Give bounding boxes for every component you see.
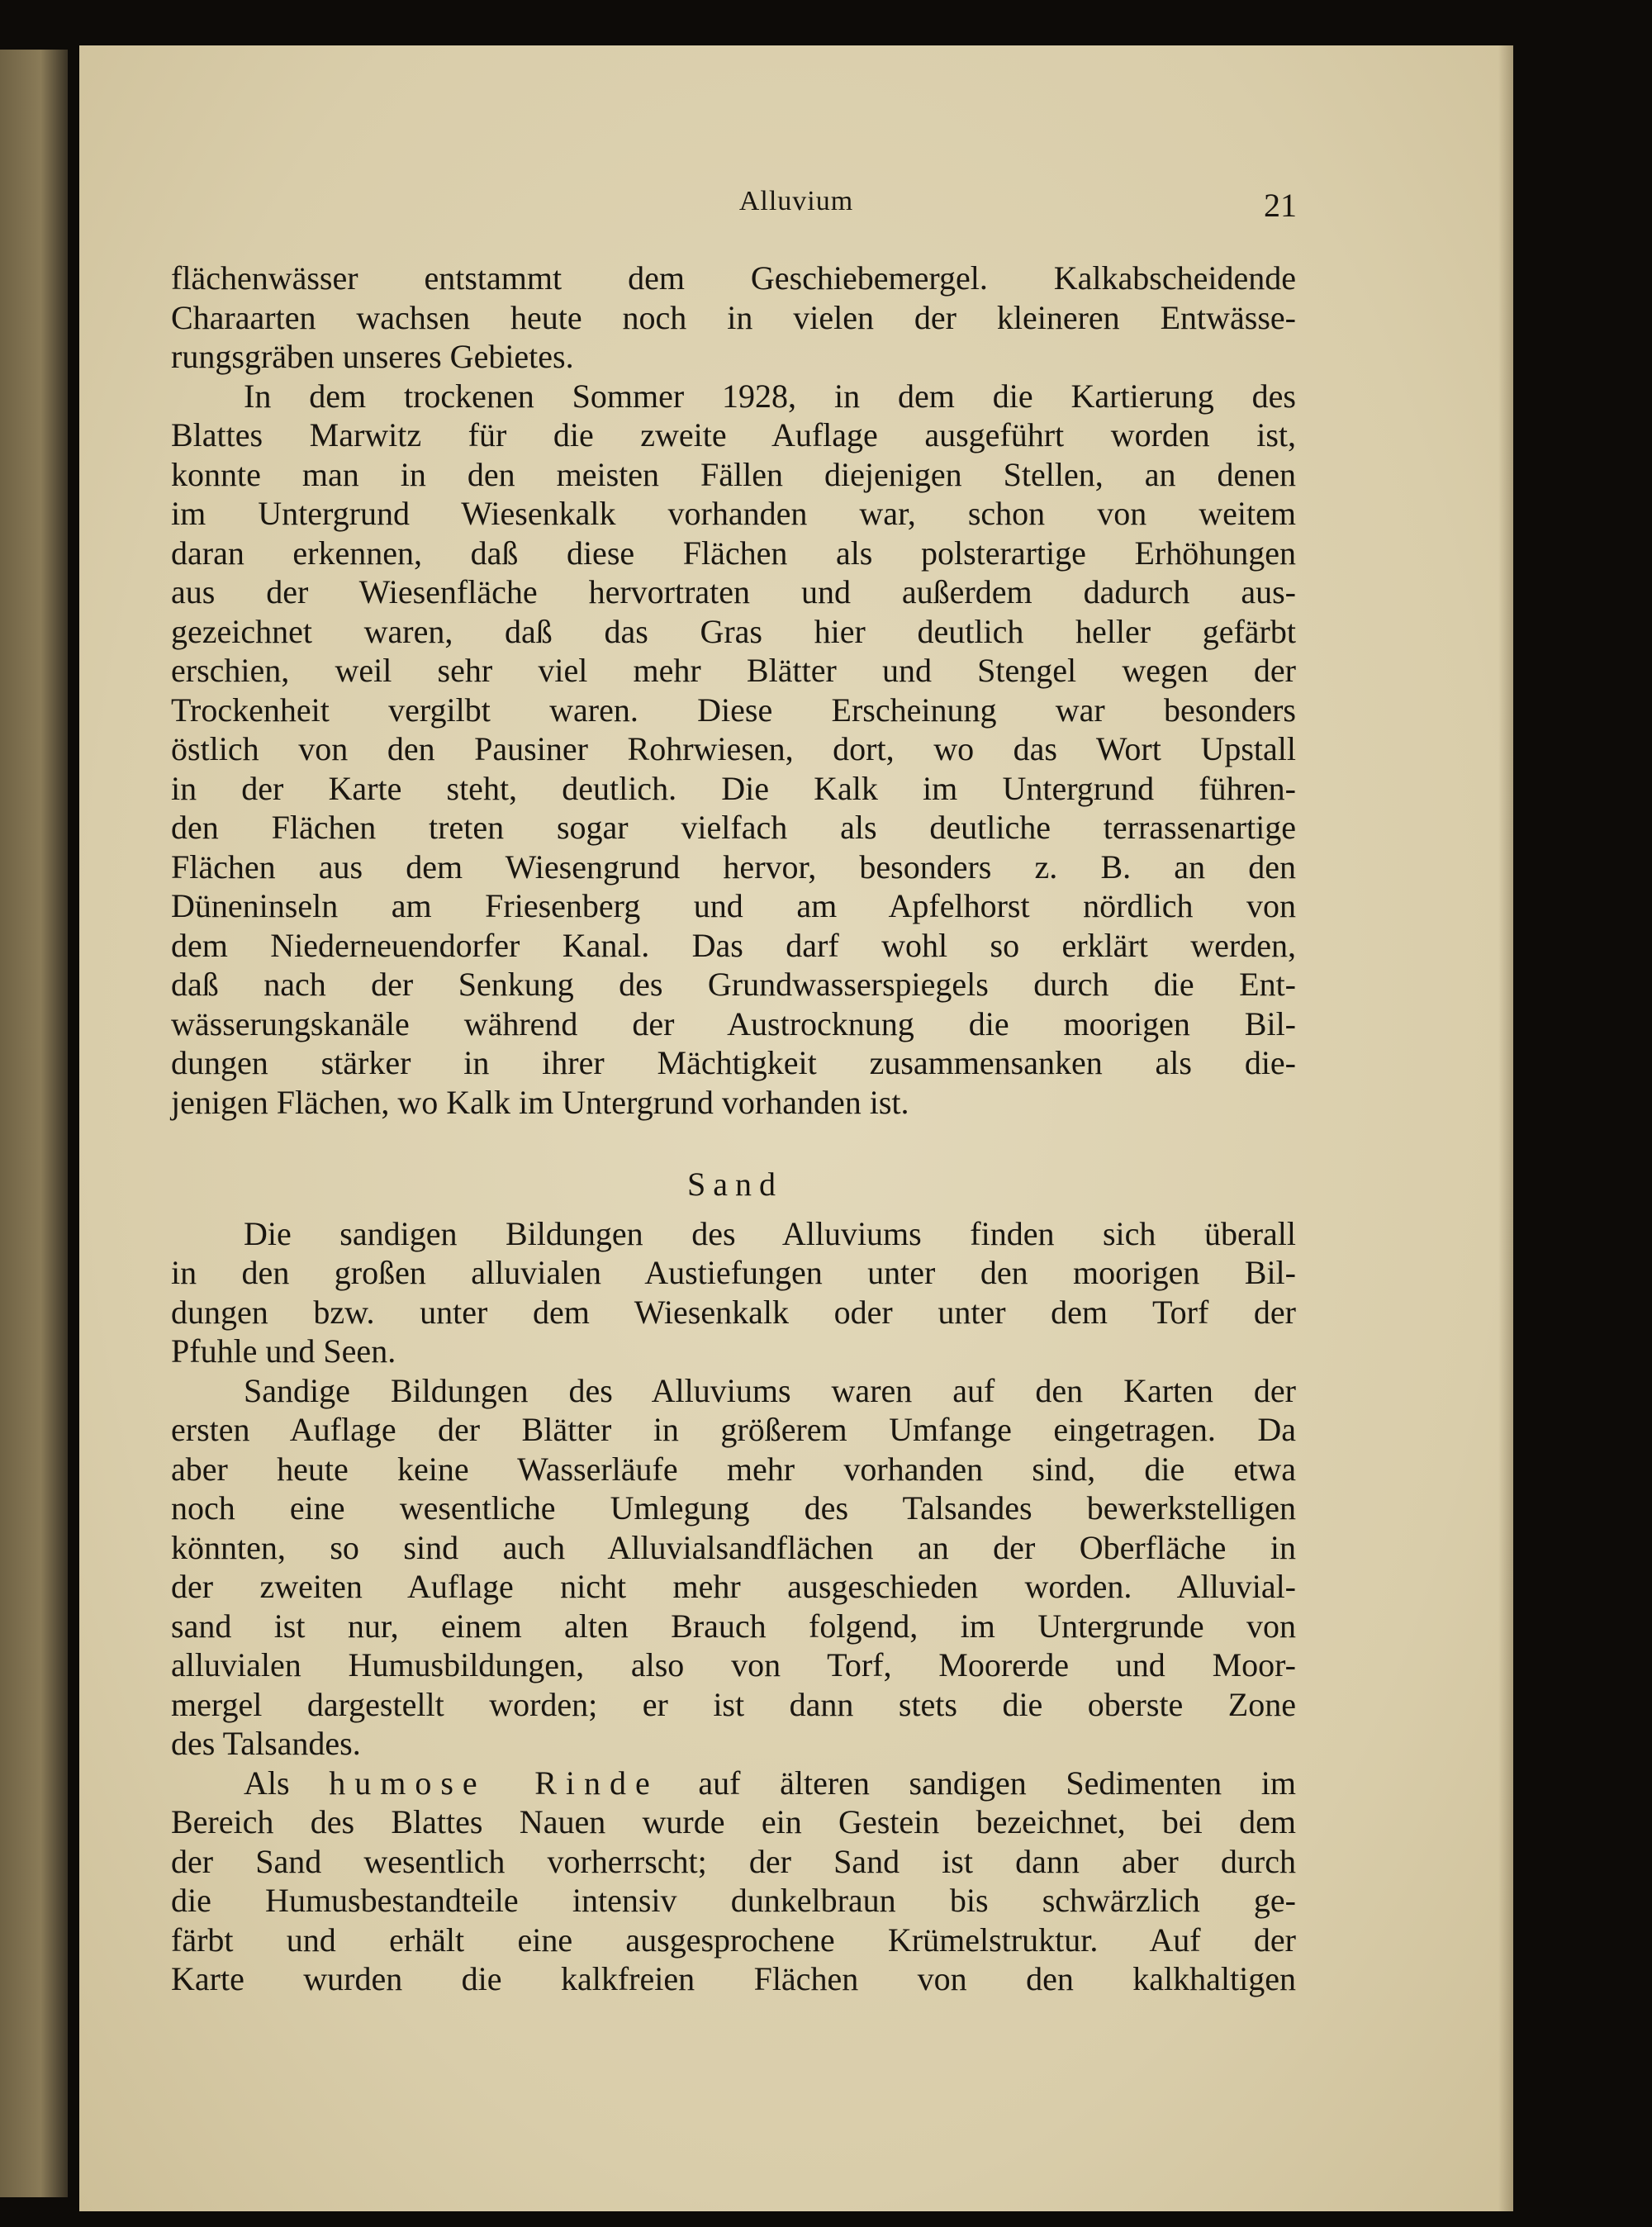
text-line: Bereich des Blattes Nauen wurde ein Gestein bezeichnet, bei dem <box>171 1803 1296 1840</box>
emphasis-spaced: humose Rinde <box>329 1764 659 1802</box>
previous-page-edge <box>0 50 68 2197</box>
page <box>79 45 1513 2211</box>
text-line: den Flächen treten sogar vielfach als deutliche terrassenartige <box>171 809 1296 846</box>
text-line: im Untergrund Wiesenkalk vorhanden war, schon von weitem <box>171 495 1296 532</box>
text-line: in den großen alluvialen Austiefungen unter den moorigen Bil- <box>171 1254 1296 1291</box>
text-run: auf älteren sandigen Sedimenten im <box>698 1764 1297 1802</box>
text-line: der zweiten Auflage nicht mehr ausgeschieden worden. Alluvial- <box>171 1568 1296 1605</box>
text-line: Charaarten wachsen heute noch in vielen der kleineren Entwässe- <box>171 298 1296 336</box>
text-line: alluvialen Humusbildungen, also von Torf, Moorerde und Moor- <box>171 1646 1296 1683</box>
page-number: 21 <box>1264 187 1297 224</box>
paragraph <box>171 377 1296 1123</box>
text-line: Die sandigen Bildungen des Alluviums finden sich überall <box>244 1214 1296 1252</box>
text-line: sand ist nur, einem alten Brauch folgend, im Untergrunde von <box>171 1607 1296 1645</box>
text-line: Blattes Marwitz für die zweite Auflage ausgeführt worden ist, <box>171 416 1296 453</box>
text-line: färbt und erhält eine ausgesprochene Krümelstruktur. Auf der <box>171 1921 1296 1959</box>
text-run: Als <box>244 1764 290 1802</box>
text-line: gezeichnet waren, daß das Gras hier deutlich heller gefärbt <box>171 612 1296 650</box>
text-line: wässerungskanäle während der Austrocknung die moorigen Bil- <box>171 1004 1296 1042</box>
page-shadow <box>1498 45 1513 2211</box>
text-line: Sandige Bildungen des Alluviums waren auf den Karten der <box>244 1371 1296 1409</box>
paragraph <box>171 1764 1296 1999</box>
text-line: dem Niederneuendorfer Kanal. Das darf wohl so erklärt werden, <box>171 926 1296 964</box>
text-line: In dem trockenen Sommer 1928, in dem die Kartierung des <box>244 377 1296 415</box>
text-line: des Talsandes. <box>171 1725 361 1762</box>
text-line: Düneninseln am Friesenberg und am Apfelhorst nördlich von <box>171 887 1296 924</box>
text-line: mergel dargestellt worden; er ist dann stets die oberste Zone <box>171 1685 1296 1723</box>
spacer <box>171 1122 1296 1165</box>
body-text <box>171 259 1296 1999</box>
text-line: Flächen aus dem Wiesengrund hervor, besonders z. B. an den <box>171 848 1296 886</box>
text-line: konnte man in den meisten Fällen diejenigen Stellen, an denen <box>171 455 1296 493</box>
paragraph <box>171 1214 1296 1371</box>
text-line: Karte wurden die kalkfreien Flächen von den kalkhaltigen <box>171 1960 1296 1997</box>
paragraph <box>171 259 1296 377</box>
text-line: der Sand wesentlich vorherrscht; der Sand ist dann aber durch <box>171 1842 1296 1880</box>
text-line: daß nach der Senkung des Grundwasserspiegels durch die Ent- <box>171 966 1296 1003</box>
text-line: Trockenheit vergilbt waren. Diese Erscheinung war besonders <box>171 691 1296 729</box>
text-line: jenigen Flächen, wo Kalk im Untergrund vorhanden ist. <box>171 1083 909 1121</box>
section-heading: Sand <box>687 1166 783 1203</box>
text-line: aber heute keine Wasserläufe mehr vorhanden sind, die etwa <box>171 1450 1296 1488</box>
text-line: erschien, weil sehr viel mehr Blätter und Stengel wegen der <box>171 652 1296 689</box>
text-line: rungsgräben unseres Gebietes. <box>171 338 574 375</box>
text-line: flächenwässer entstammt dem Geschiebemergel. Kalkabscheidende <box>171 259 1296 297</box>
running-head <box>79 186 1513 235</box>
text-line: aus der Wiesenfläche hervortraten und außerdem dadurch aus- <box>171 573 1296 610</box>
paragraph <box>171 1371 1296 1764</box>
text-line: dungen stärker in ihrer Mächtigkeit zusammensanken als die- <box>171 1044 1296 1081</box>
text-line: die Humusbestandteile intensiv dunkelbraun bis schwärzlich ge- <box>171 1882 1296 1919</box>
text-line: in der Karte steht, deutlich. Die Kalk im Untergrund führen- <box>171 769 1296 807</box>
text-line: noch eine wesentliche Umlegung des Talsandes bewerkstelligen <box>171 1489 1296 1527</box>
running-title: Alluvium <box>738 186 854 216</box>
text-line: ersten Auflage der Blätter in größerem Umfange eingetragen. Da <box>171 1411 1296 1448</box>
text-line: könnten, so sind auch Alluvialsandflächen an der Oberfläche in <box>171 1528 1296 1566</box>
text-line: Pfuhle und Seen. <box>171 1332 396 1370</box>
text-line <box>171 1764 1296 1803</box>
text-line: östlich von den Pausiner Rohrwiesen, dort, wo das Wort Upstall <box>171 730 1296 767</box>
text-line: dungen bzw. unter dem Wiesenkalk oder unter dem Torf der <box>171 1293 1296 1331</box>
spacer <box>171 1204 1296 1214</box>
text-line: daran erkennen, daß diese Flächen als polsterartige Erhöhungen <box>171 534 1296 572</box>
